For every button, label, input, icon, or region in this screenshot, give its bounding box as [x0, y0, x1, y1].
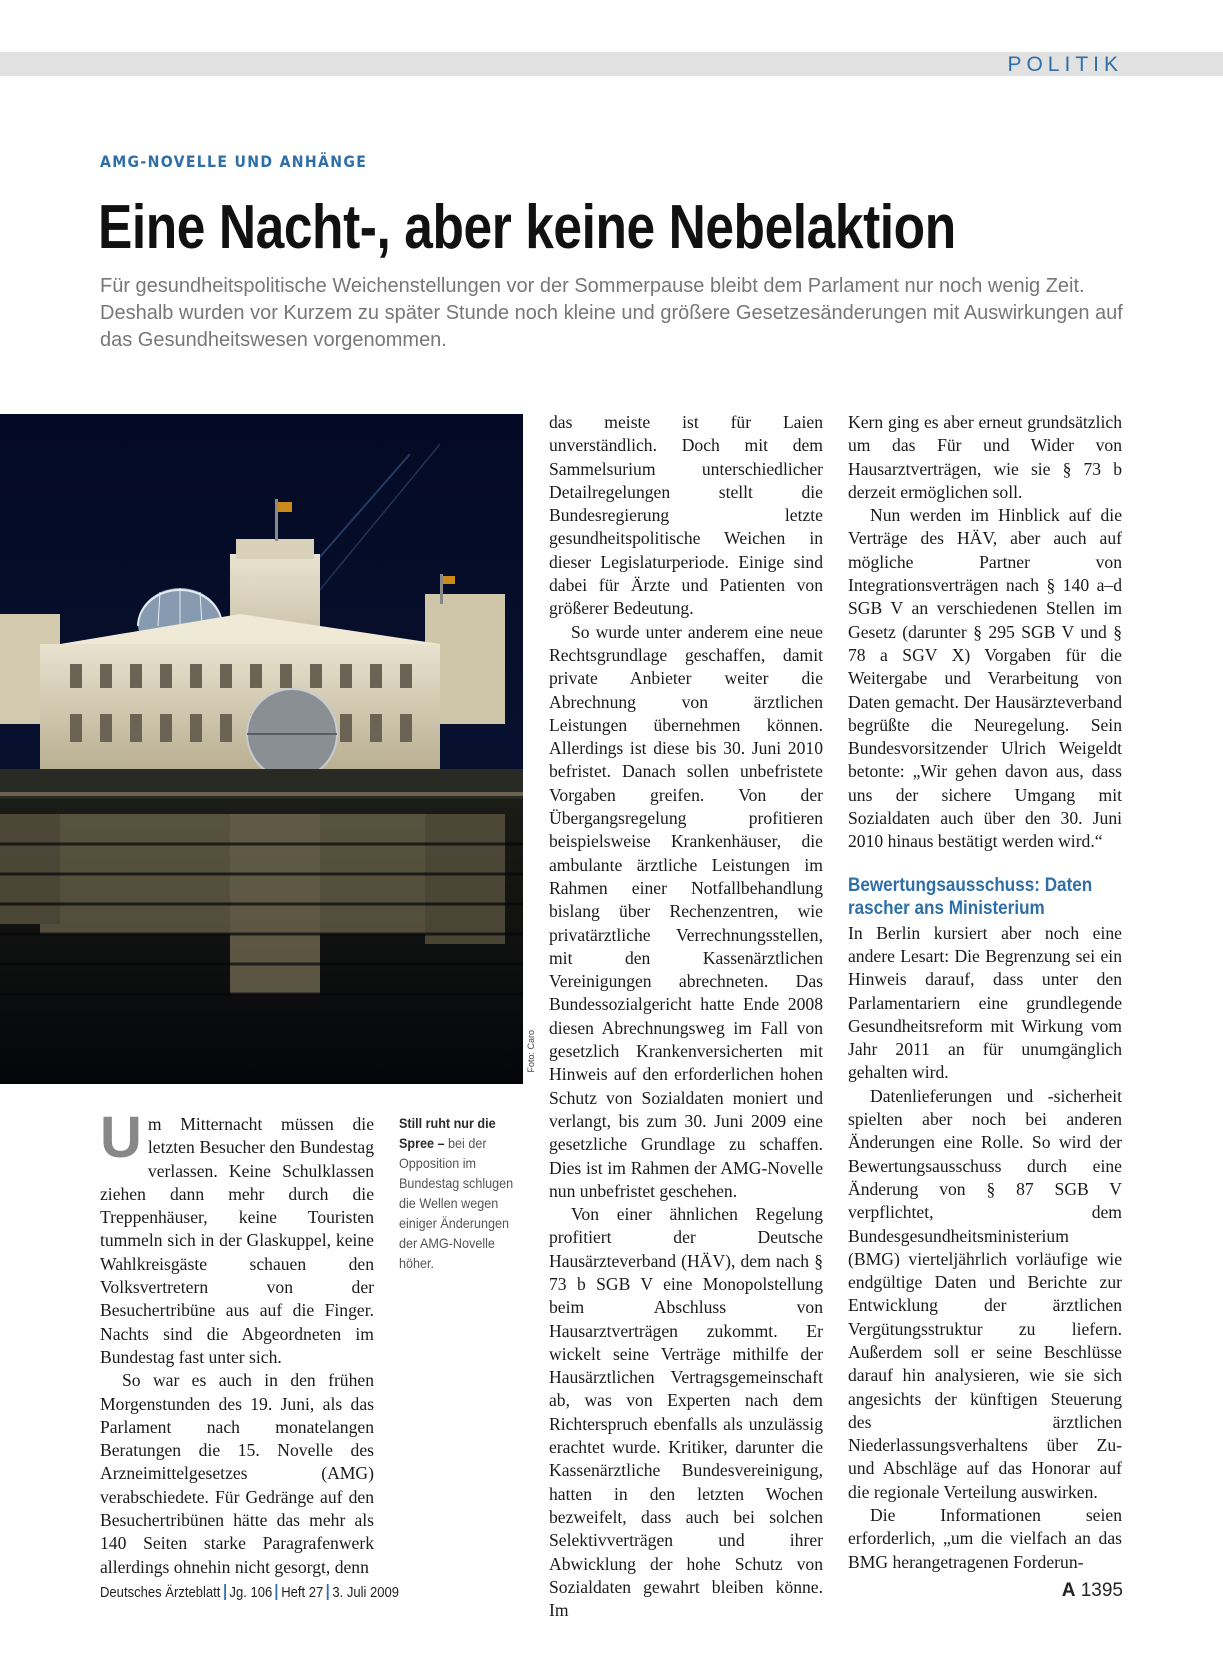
- journal-date: 3. Juli 2009: [332, 1585, 400, 1601]
- caption-lead: Still ruht nur die Spree –: [399, 1115, 496, 1151]
- paragraph-text: m Mitternacht müssen die letzten Besucher den Bundestag verlassen. Keine Schulklassen ziehen dann mehr durch die Treppenhäuser, keine Touristen tummeln sich in der Glaskuppel, keine Wahlkreisgäste schauen den Volksvertretern von der Besuchertribüne aus auf die Finger. Nachts sind die Abgeordneten im Bundestag fast unter sich.: [100, 1114, 374, 1367]
- page-number-value: 1395: [1080, 1580, 1123, 1601]
- footer-divider: [327, 1584, 329, 1600]
- section-label: POLITIK: [1007, 53, 1123, 76]
- article-column-3: [549, 411, 823, 1622]
- article-kicker: AMG-NOVELLE UND ANHÄNGE: [100, 152, 368, 171]
- article-paragraph: Von einer ähnlichen Regelung profitiert der Deutsche Hausärzteverband (HÄV), dem nach § 73 b SGB V eine Monopolstellung beim Abschluss von Hausarztverträgen zukommt. Er wickelt seine Verträge mithilfe der Hausärztlichen Vertragsgemeinschaft ab, was von Experten nach dem Richterspruch ebenfalls als unzulässig erachtet wurde. Kritiker, darunter die Kassenärztliche Bundesvereinigung, hatten in den letzten Wochen bezweifelt, dass auch bei solchen Selektivverträgen und ihrer Abwicklung der hohe Schutz von Sozialdaten gewahrt bleiben könne. Im: [549, 1204, 823, 1621]
- dropcap: U: [100, 1105, 142, 1170]
- photo-caption: [399, 1113, 516, 1273]
- journal-volume: Jg. 106: [229, 1585, 273, 1601]
- article-paragraph: [100, 1105, 374, 1369]
- article-column-1: [100, 1105, 374, 1579]
- reichstag-night-photo: [0, 414, 523, 1084]
- photo-credit: Foto: Caro: [526, 1030, 536, 1073]
- footer-divider: [276, 1584, 278, 1600]
- article-paragraph: So war es auch in den frühen Morgenstunden des 19. Juni, als das Parlament nach monatelangen Beratungen die 15. Novelle des Arzneimittelgesetzes (AMG) verabschiedete. Für Gedränge auf den Besuchertribünen hätte das mehr als 140 Seiten starke Paragrafenwerk allerdings ohnehin nicht gesorgt, denn: [100, 1370, 374, 1577]
- article-paragraph: Die Informationen seien erforderlich, „um die vielfach an das BMG herangetragenen Forderun-: [848, 1505, 1122, 1572]
- article-paragraph: Datenlieferungen und -sicherheit spielten aber noch bei anderen Änderungen eine Rolle. So wird der Bewertungsausschuss durch eine Änderung von § 87 SGB V verpflichtet, dem Bundesgesundheitsministerium (BMG) vierteljährlich vorläufige wie endgültige Daten und Berichte zur Entwicklung der ärztlichen Vergütungsstruktur zu liefern. Außerdem soll er seine Beschlüsse darauf hin analysieren, wie sie sich angesichts der künftigen Steuerung des ärztlichen Niederlassungsverhaltens über Zu- und Abschläge auf das Honorar auf die regionale Verteilung auswirken.: [848, 1085, 1122, 1502]
- caption-text: bei der Opposition im Bundestag schlugen die Wellen wegen einiger Änderungen der AMG-Novelle höher.: [399, 1135, 514, 1271]
- footer-divider: [224, 1584, 226, 1600]
- article-lead: Für gesundheitspolitische Weichenstellungen vor der Sommerpause bleibt dem Parlament nur noch wenig Zeit. Deshalb wurden vor Kurzem zu später Stunde noch kleine und größere Gesetzesänderungen mit Auswirkungen auf das Gesundheitswesen vorgenommen.: [100, 275, 1123, 351]
- page-footer: [100, 1584, 399, 1601]
- journal-issue: Heft 27: [281, 1585, 324, 1601]
- article-paragraph: So wurde unter anderem eine neue Rechtsgrundlage geschaffen, damit private Anbieter weiter die Abrechnung von ärztlichen Leistungen übernehmen können. Allerdings ist diese bis 30. Juni 2010 befristet. Danach sollen unbefristete Vorgaben greifen. Von der Übergangsregelung profitieren beispielsweise Krankenhäuser, die ambulante ärztliche Leistungen im Rahmen einer Notfallbehandlung bislang über Rechenzentren, wie privatärztliche Verrechnungsstellen, mit den Kassenärztlichen Vereinigungen abrechneten. Das Bundessozialgericht hatte Ende 2008 diesen Abrechnungsweg im Fall von gesetzlich Krankenversicherten mit Hinweis auf den erforderlichen hohen Schutz von Sozialdaten moniert und verlangt, bis zum 30. Juni 2009 eine gesetzliche Grundlage zu schaffen. Dies ist im Rahmen der AMG-Novelle nun unbefristet geschehen.: [549, 621, 823, 1201]
- page-number: [1062, 1580, 1123, 1602]
- article-column-4: [848, 411, 1122, 1574]
- article-subheading: Bewertungsausschuss: Daten rascher ans Ministerium: [848, 874, 1093, 919]
- article-paragraph: das meiste ist für Laien unverständlich. Doch mit dem Sammelsurium unterschiedlicher Detailregelungen stellt die Bundesregierung letzte gesundheitspolitische Weichen in dieser Legislaturperiode. Einige sind dabei für Ärzte und Patienten von größerer Bedeutung.: [549, 412, 823, 619]
- article-paragraph: In Berlin kursiert aber noch eine andere Lesart: Die Begrenzung sei ein Hinweis darauf, dass unter den Parlamentariern eine grundlegende Gesundheitsreform mit Wirkung vom Jahr 2011 an für unumgänglich gehalten wird.: [848, 922, 1122, 1083]
- article-title: Eine Nacht-, aber keine Nebelaktion: [98, 193, 956, 262]
- page-prefix: A: [1061, 1580, 1076, 1601]
- journal-name: Deutsches Ärzteblatt: [100, 1585, 221, 1601]
- article-paragraph: Kern ging es aber erneut grundsätzlich um das Für und Wider von Hausarztverträgen, wie sie § 73 b derzeit ermöglichen soll.: [848, 412, 1122, 502]
- article-paragraph: Nun werden im Hinblick auf die Verträge des HÄV, aber auch auf mögliche Partner von Integrationsverträgen nach § 140 a–d SGB V an verschiedenen Stellen im Gesetz (darunter § 295 SGB V und § 78 a SGV X) Vorgaben für die Weitergabe und Verarbeitung von Daten gemacht. Der Hausärzteverband begrüßte die Neuregelung. Sein Bundesvorsitzender Ulrich Weigeldt betonte: „Wir gehen davon aus, dass uns der sichere Umgang mit Sozialdaten auch über den 30. Juni 2010 hinaus bestätigt werden wird.“: [848, 505, 1122, 852]
